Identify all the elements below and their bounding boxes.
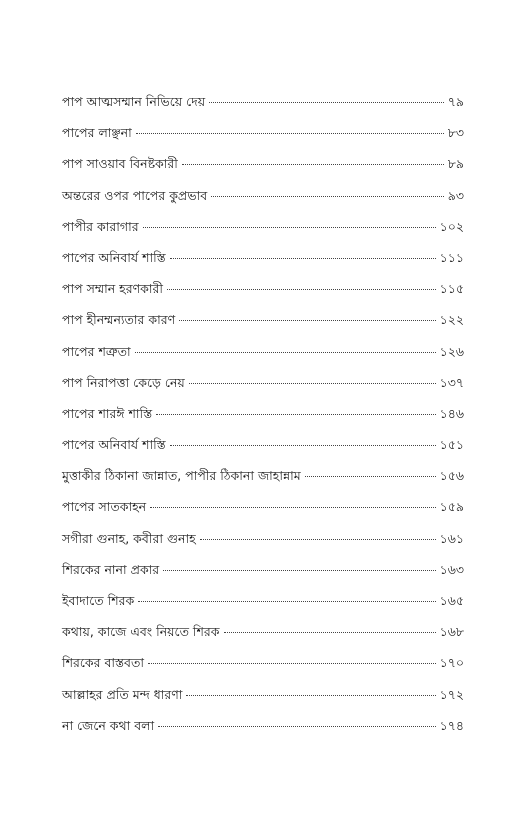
toc-entry-title: পাপ সম্মান হরণকারী [62,281,163,297]
dot-leader [143,227,436,228]
toc-entry-page: ৭৯ [447,94,464,109]
toc-entry-title: পাপ নিরাপত্তা কেড়ে নেয় [62,374,185,390]
dot-leader [158,726,436,727]
toc-entry-title: শিরকের বাস্তবতা [62,655,144,671]
toc-entry-title: পাপের লাঞ্ছনা [62,125,132,141]
dot-leader [170,445,436,446]
toc-entry-page: ১৬৩ [439,561,464,577]
toc-entry-page: ১১১ [439,249,464,265]
toc-entry [62,153,464,184]
toc-entry-page: ১৬৫ [439,593,464,608]
dot-leader [167,289,436,290]
toc-entry-page: ১৭৪ [439,717,464,733]
dot-leader [138,601,435,602]
toc-entry-page: ১০২ [439,218,464,234]
toc-entry [62,559,464,590]
toc-entry-page: ৯৩ [447,187,464,203]
toc-entry-page: ১২৬ [439,343,464,359]
dot-leader [211,196,444,197]
toc-entry-title: শিরকের নানা প্রকার [62,561,160,577]
toc-entry [62,403,464,434]
toc-entry-title: পাপের অনিবার্য শাস্তি [62,249,166,265]
toc-entry-title: পাপ হীনম্মন্যতার কারণ [62,312,176,328]
toc-entry-page: ১৬৮ [439,624,464,640]
dot-leader [209,102,444,103]
toc-entry-title: পাপের শত্রুতা [62,343,131,359]
dot-leader [189,383,436,384]
toc-entry-page: ১৫১ [439,437,464,453]
toc-entry-page: ৮৩ [447,125,464,141]
toc-entry-title: পাপ সাওয়াব বিনষ্টকারী [62,156,178,172]
dot-leader [156,414,436,415]
toc-entry [62,652,464,683]
toc-entry-page: ১৪৬ [439,405,464,421]
toc-entry-title: আল্লাহর প্রতি মন্দ ধারণা [62,686,183,702]
dot-leader [305,476,436,477]
toc-entry-page: ১৫৯ [439,499,464,515]
toc-entry-page: ১২২ [439,312,464,328]
toc-entry-title: সগীরা গুনাহ, কবীরা গুনাহ [62,530,196,546]
toc-entry [62,590,464,621]
toc-entry [62,434,464,465]
toc-entry [62,372,464,403]
toc-entry [62,341,464,372]
toc-entry-page: ১৬১ [439,530,464,546]
toc-entry-page: ১৩৭ [439,374,464,390]
toc-entry-title: পাপ আত্মসম্মান নিভিয়ে দেয় [62,94,206,109]
dot-leader [182,164,444,165]
dot-leader [148,663,436,664]
toc-entry [62,185,464,216]
toc-entry [62,465,464,496]
toc-entry-title: পাপের শারঈ শাস্তি [62,405,153,421]
dot-leader [136,133,444,134]
toc-entry-title: পাপের সাতকাহন [62,499,147,515]
dot-leader [179,320,435,321]
toc-entry [62,715,464,746]
toc-entry [62,684,464,715]
toc-entry-title: মুত্তাকীর ঠিকানা জান্নাত, পাপীর ঠিকানা জাহান্নাম [62,468,301,484]
dot-leader [200,539,436,540]
toc-entry-page: ১৭২ [439,686,464,702]
toc-entry [62,528,464,559]
toc-entry [62,496,464,527]
toc-entry-page: ১৭০ [439,655,464,671]
dot-leader [150,507,436,508]
toc-entry [62,91,464,122]
dot-leader [163,570,435,571]
toc-entry-page: ১৫৬ [439,468,464,484]
toc-entry [62,309,464,340]
toc-entry-title: পাপীর কারাগার [62,218,139,234]
toc-entry-page: ৮৯ [447,156,464,172]
dot-leader [224,632,436,633]
toc-entry [62,216,464,247]
dot-leader [135,352,436,353]
dot-leader [170,258,436,259]
toc-entry [62,278,464,309]
toc-entry-title: না জেনে কথা বলা [62,717,155,733]
toc-entry-title: কথায়, কাজে এবং নিয়তে শিরক [62,624,220,640]
toc-entry-title: অন্তরের ওপর পাপের কুপ্রভাব [62,187,208,203]
dot-leader [186,695,435,696]
toc-entry [62,621,464,652]
toc-entry-title: ইবাদাতে শিরক [62,593,135,608]
toc-entry-title: পাপের অনিবার্য শাস্তি [62,437,166,453]
toc-entry-page: ১১৫ [439,281,464,297]
toc-entry [62,122,464,153]
toc-entry [62,247,464,278]
table-of-contents [62,91,464,746]
